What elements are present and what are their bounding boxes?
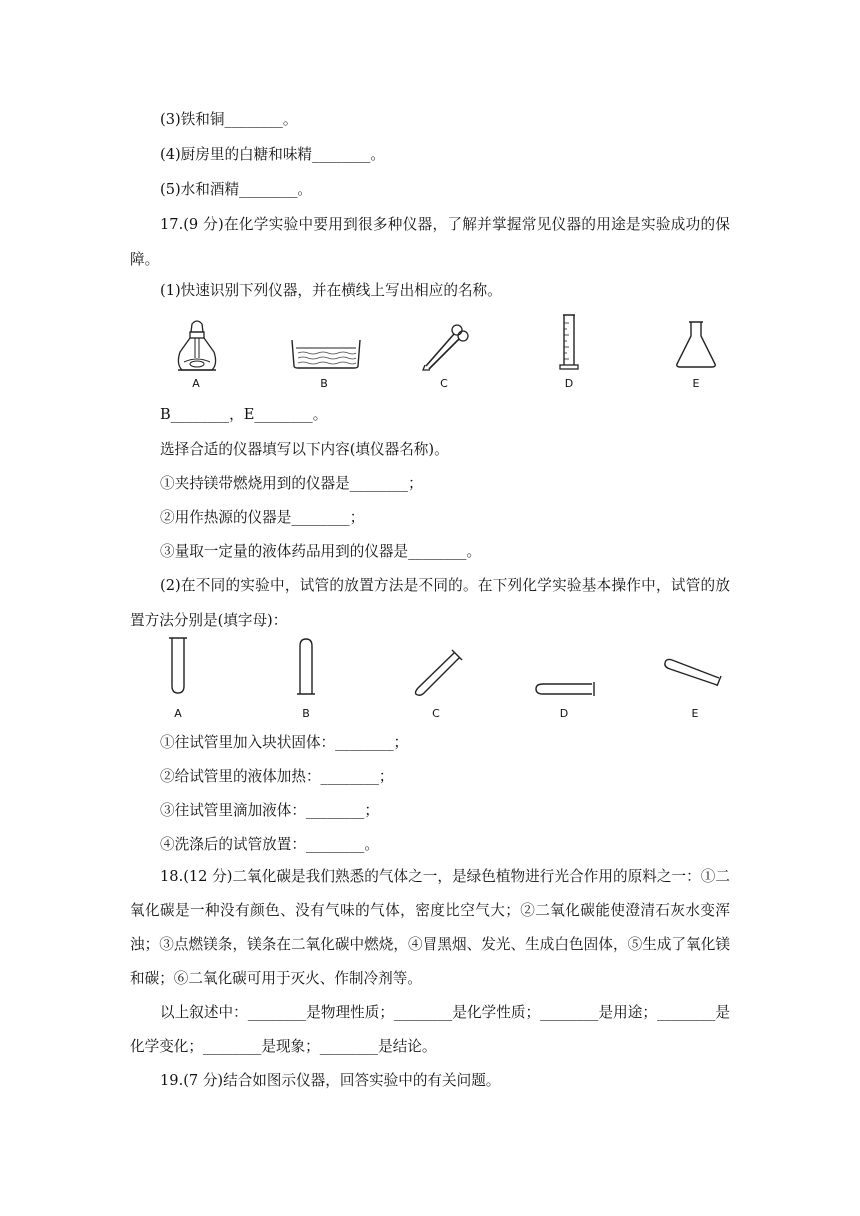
q17-part1-instruction: 选择合适的仪器填写以下内容(填仪器名称)。 [160,441,449,458]
figure1-label-a: A [192,377,200,390]
q17-part2-item-3: ③往试管里滴加液体：________； [160,802,379,819]
q18-blanks: 以上叙述中：________是物理性质；________是化学性质；________是用途；________是化学变化；________是现象；________是结论。 [130,1004,730,1055]
figure1-label-d: D [564,377,574,390]
q19-stem: 19.(7 分)结合如图示仪器，回答实验中的有关问题。 [160,1072,501,1089]
q17-part2-item-1: ①往试管里加入块状固体：________； [160,734,409,751]
q16-part5: (5)水和酒精________。 [160,181,313,198]
q17-part1-item-1: ①夹持镁带燃烧用到的仪器是________； [160,475,423,492]
test-tube-tilted-icon [408,648,464,698]
q17-part2-item-2: ②给试管里的液体加热：________； [160,768,394,785]
q16-part3: (3)铁和铜________。 [160,111,298,128]
q17-part2-item-4: ④洗涤后的试管放置：________。 [160,836,379,853]
q17-part1-blanks: B________，E________。 [160,406,328,423]
figure2-label-c: C [432,707,440,720]
q17-part1-item-2: ②用作热源的仪器是________； [160,509,365,526]
figure1-label-b: B [320,377,328,390]
figure2-label-d: D [559,707,569,720]
q17-part2-stem: (2)在不同的实验中，试管的放置方法是不同的。在下列化学实验基本操作中，试管的放置方法分别是(填字母)： [130,577,730,629]
figure2-label-b: B [302,707,310,720]
q17-stem: 17.(9 分)在化学实验中要用到很多种仪器，了解并掌握常见仪器的用途是实验成功的保障。 [130,216,730,268]
figure2-label-a: A [174,707,182,720]
test-tube-sloped-icon [664,656,726,690]
figure1-label-e: E [692,377,700,390]
figure2-label-e: E [691,707,699,720]
test-tube-horizontal-icon [534,680,598,700]
q17-part1-item-3: ③量取一定量的液体药品用到的仪器是________。 [160,543,482,560]
q18-stem: 18.(12 分)二氧化碳是我们熟悉的气体之一，是绿色植物进行光合作用的原料之一：①二氧化碳是一种没有颜色、没有气味的气体，密度比空气大；②二氧化碳能使澄清石灰水变浑浊；③点燃镁条，镁条在二氧化碳中燃烧，④冒黑烟、发光、生成白色固体，⑤生成了氧化镁和碳；⑥二氧化碳可用于灭火、作制冷剂等。 [130,868,730,987]
test-tube-inverted-icon [294,636,318,696]
q16-part4: (4)厨房里的白糖和味精________。 [160,146,385,163]
test-tube-vertical-icon [166,636,190,696]
figure1-label-c: C [440,377,448,390]
q17-part1-prompt: (1)快速识别下列仪器，并在横线上写出相应的名称。 [160,282,502,299]
